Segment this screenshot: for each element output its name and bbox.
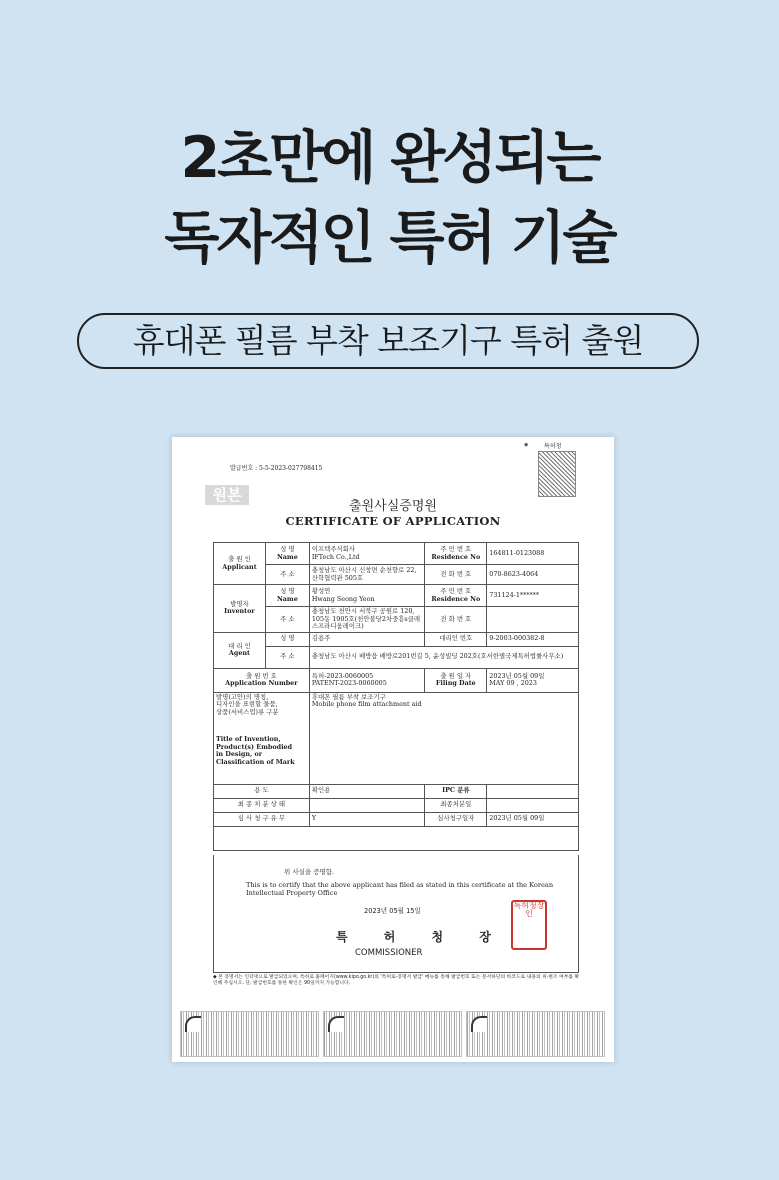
inventor-phone-value <box>487 607 579 633</box>
footnote: ◆ 본 증명서는 인터넷으로 발급되었으며, 특허로 홈페이지(www.kipo.go.kr)의 '특허로-증명서 발급' 메뉴를 통해 발급번호 또는 문서하단의 바코드로 내용의 위·변조 여부를 확인해 주십시오. 단, 발급번호를 통한 확인은 90일까지 가능합니다. <box>213 975 580 986</box>
final-date-value <box>487 798 579 812</box>
inventor-resno-value: 731124-1****** <box>487 585 579 607</box>
barcode-1-icon <box>180 1011 319 1057</box>
certificate-table <box>213 542 579 851</box>
inventor-addr-label: 주 소 <box>265 607 309 633</box>
official-stamp-icon: 특허청장인 <box>511 900 547 950</box>
title-english: CERTIFICATE OF APPLICATION <box>285 514 501 528</box>
exam-date-value: 2023년 05월 09일 <box>487 812 579 826</box>
commissioner-label: COMMISSIONER <box>355 948 423 958</box>
applicant-resno-label: 주 민 번 호 Residence No <box>425 543 487 565</box>
applicant-resno-value: 164811-0123088 <box>487 543 579 565</box>
ipc-label: IPC 분류 <box>425 784 487 798</box>
agent-no-label: 대리인 번호 <box>425 632 487 646</box>
top-seal <box>524 441 576 497</box>
agent-addr-value: 충청남도 아산시 배방읍 배방로201번길 5, 윤성빌딩 202호(호서한별국제특허법률사무소) <box>309 646 578 668</box>
office-name: 특 허 청 장 <box>336 930 507 944</box>
headline <box>0 118 779 278</box>
certification-block <box>213 855 579 973</box>
barcode-3-icon <box>466 1011 605 1057</box>
invention-title-value: 휴대폰 필름 부착 보조기구 Mobile phone film attachment aid <box>309 692 578 784</box>
certificate-document <box>172 437 614 1062</box>
original-mark: 원본 <box>205 485 249 505</box>
qr-code-icon <box>538 451 576 497</box>
inventor-addr-value: 충청남도 천안시 서북구 공원로 120, 105동 1905호(천안불당2차중흥s클래스프라디움레이크) <box>309 607 425 633</box>
inventor-phone-label: 전 화 번 호 <box>425 607 487 633</box>
applicant-addr-label: 주 소 <box>265 565 309 585</box>
final-date-label: 최종처분일 <box>425 798 487 812</box>
exam-date-label: 심사청구일자 <box>425 812 487 826</box>
barcode-2-icon <box>323 1011 462 1057</box>
use-value: 확인용 <box>309 784 425 798</box>
filing-date-label: 출 원 일 자 Filing Date <box>425 668 487 692</box>
issue-number: 발급번호 : 5-5-2023-027798415 <box>230 465 323 472</box>
applicant-label: 출 원 인 Applicant <box>214 543 266 585</box>
applicant-name-value: 이프텍주식회사 IFTech Co.,Ltd <box>309 543 425 565</box>
final-status-label: 최 종 처 분 상 태 <box>214 798 310 812</box>
application-number-label: 출 원 번 호 Application Number <box>214 668 310 692</box>
applicant-phone-value: 070-8623-4064 <box>487 565 579 585</box>
inventor-name-label: 성 명 Name <box>265 585 309 607</box>
headline-line-2: 독자적인 특허 기술 <box>164 205 615 271</box>
certify-english: This is to certify that the above applicant has filed as stated in this certificate at the Korean Intellectual Property Office <box>246 881 554 897</box>
certify-korean: 위 사실을 증명함. <box>284 868 335 876</box>
ipc-value <box>487 784 579 798</box>
exam-request-label: 심 사 청 구 유 무 <box>214 812 310 826</box>
applicant-phone-label: 전 화 번 호 <box>425 565 487 585</box>
application-number-value: 특허-2023-0060005 PATENT-2023-0060005 <box>309 668 425 692</box>
headline-line-1: 2초만에 완성되는 <box>180 125 599 191</box>
seal-circle-icon: ◉ <box>524 442 529 448</box>
issue-date: 2023년 05월 15일 <box>364 907 421 915</box>
filing-date-value: 2023년 05월 09일 MAY 09 , 2023 <box>487 668 579 692</box>
inventor-label: 발명자 Inventor <box>214 585 266 633</box>
agent-no-value: 9-2003-000382-8 <box>487 632 579 646</box>
agent-name-label: 성 명 <box>265 632 309 646</box>
agent-name-value: 김용주 <box>309 632 425 646</box>
agent-label: 대 리 인 Agent <box>214 632 266 668</box>
use-label: 용 도 <box>214 784 310 798</box>
seal-top-label: 특허청 <box>544 443 562 450</box>
agent-addr-label: 주 소 <box>265 646 309 668</box>
inventor-name-value: 황성연 Hwang Seong Yeon <box>309 585 425 607</box>
patent-pill-label: 휴대폰 필름 부착 보조기구 특허 출원 <box>77 313 699 369</box>
applicant-name-label: 성 명 Name <box>265 543 309 565</box>
title-korean: 출원사실증명원 <box>349 499 437 514</box>
invention-label: 발명(고안)의 명칭, 디자인을 표현할 물품, 상품(서비스업)류 구분 Title of Invention, Product(s) Embodied in Design, or Classification of Mark <box>214 692 310 784</box>
applicant-addr-value: 충청남도 아산시 신창면 순천향로 22, 산학협력관 505호 <box>309 565 425 585</box>
blank-row <box>214 826 579 850</box>
final-status-value <box>309 798 425 812</box>
inventor-resno-label: 주 민 번 호 Residence No <box>425 585 487 607</box>
exam-request-value: Y <box>309 812 425 826</box>
